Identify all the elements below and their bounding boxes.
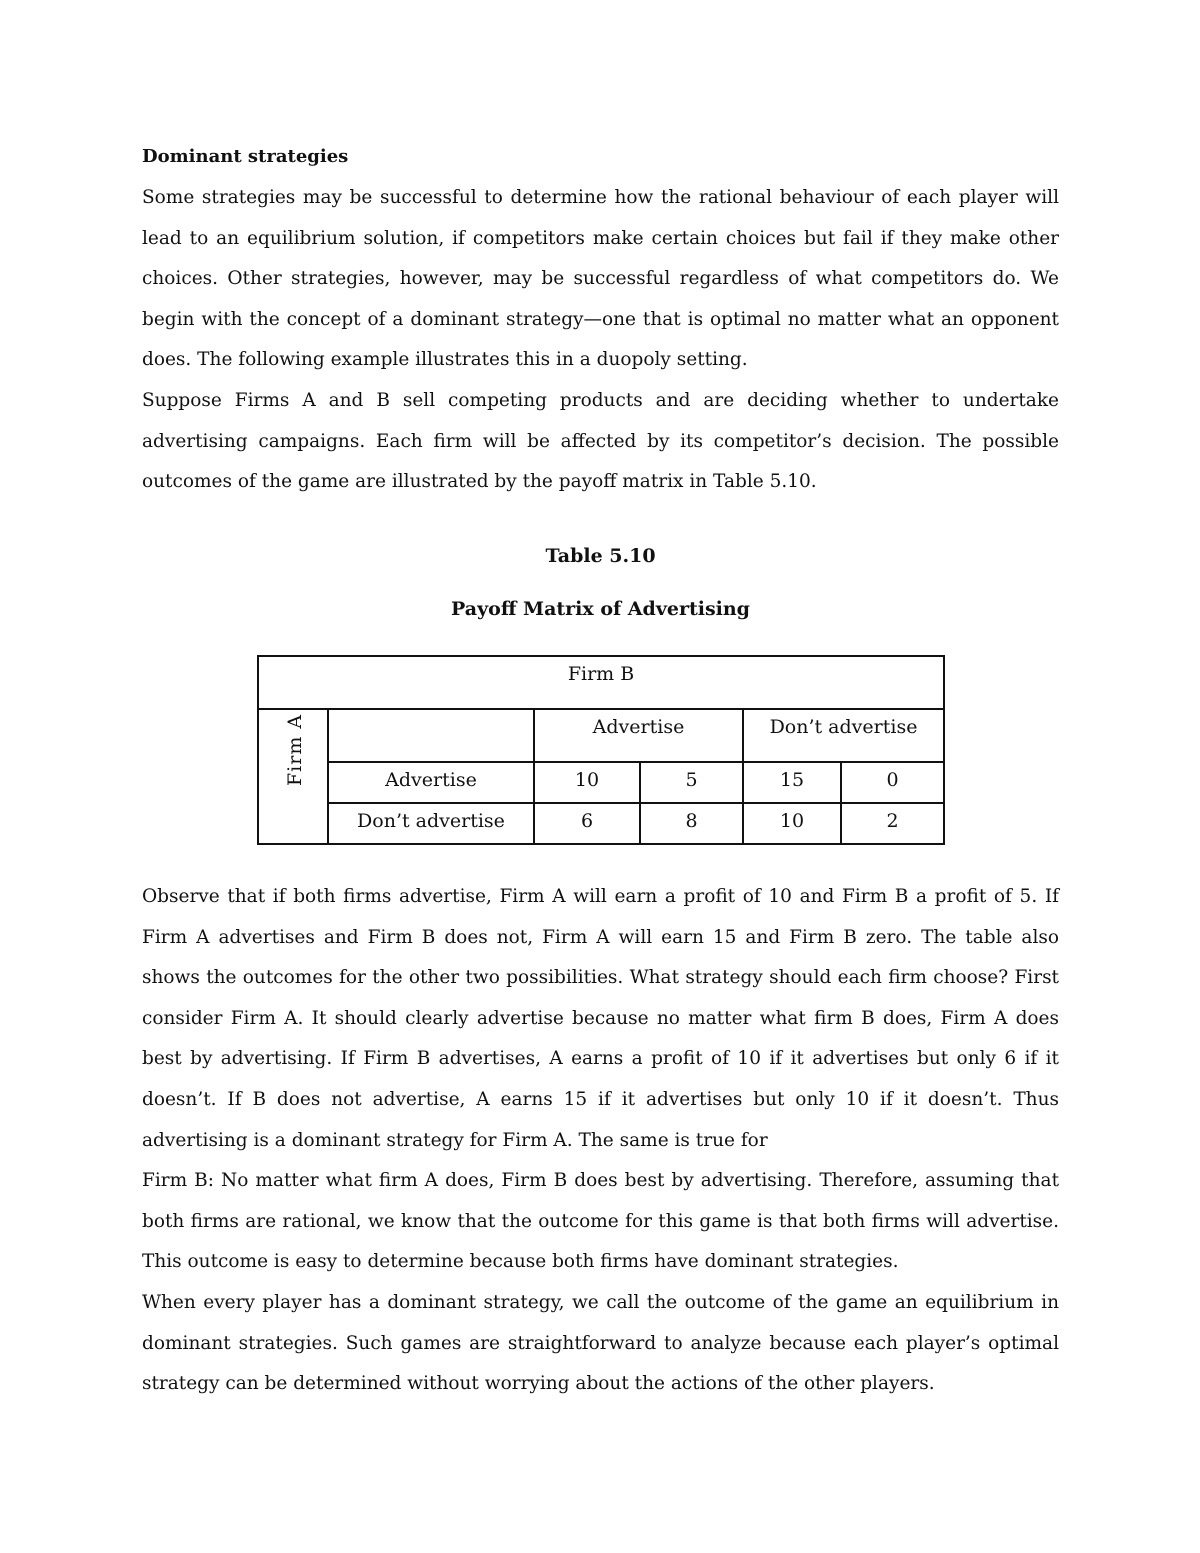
col-strategy-advertise: Advertise — [534, 709, 743, 762]
payoff-cell: 10 — [743, 803, 841, 844]
paragraph-intro: Some strategies may be successful to determine how the rational behaviour of each player will lead to an equilibrium solution, if competitors make certain choices but fail if they make other choices. Other strategies, however, may be successful regardless of what competitors do. We begin with the concept of a dominant strategy—one that is optimal no matter what an opponent does. The following example illustrates this in a duopoly setting. — [142, 187, 1059, 371]
paragraph-firm-b: Firm B: No matter what firm A does, Firm B does best by advertising. Therefore, assuming that both firms are rational, we know that the outcome for this game is that both firms will advertise. This outcome is easy to determine because both firms have dominant strategies. — [142, 1170, 1059, 1273]
col-strategy-dont-advertise: Don’t advertise — [743, 709, 944, 762]
payoff-matrix-table — [257, 655, 945, 845]
table-number: Table 5.10 — [545, 544, 656, 567]
table-title: Payoff Matrix of Advertising — [451, 597, 750, 620]
paragraph-conclusion: When every player has a dominant strategy, we call the outcome of the game an equilibrium in dominant strategies. Such games are straightforward to analyze because each player’s optimal strategy can be determined without worrying about the actions of the other players. — [142, 1291, 1059, 1395]
payoff-cell: 0 — [841, 762, 944, 803]
analysis-text — [142, 877, 1059, 1405]
row-strategy-advertise: Advertise — [328, 762, 534, 803]
payoff-cell: 10 — [534, 762, 640, 803]
payoff-cell: 15 — [743, 762, 841, 803]
payoff-cell: 8 — [640, 803, 743, 844]
payoff-cell: 5 — [640, 762, 743, 803]
firm-a-header-cell — [258, 709, 328, 844]
paragraph-analysis: Observe that if both firms advertise, Firm A will earn a profit of 10 and Firm B a profit of 5. If Firm A advertises and Firm B does not, Firm A will earn 15 and Firm B zero. The table also shows the outcomes for the other two possibilities. What strategy should each firm choose? First consider Firm A. It should clearly advertise because no matter what firm B does, Firm A does best by advertising. If Firm B advertises, A earns a profit of 10 if it advertises but only 6 if it doesn’t. If B does not advertise, A earns 15 if it advertises but only 10 if it doesn’t. Thus advertising is a dominant strategy for Firm A. The same is true for — [142, 886, 1059, 1151]
firm-b-header: Firm B — [258, 656, 944, 709]
firm-a-label: Firm A — [284, 714, 306, 787]
payoff-cell: 2 — [841, 803, 944, 844]
document-page — [142, 143, 1059, 1395]
payoff-cell: 6 — [534, 803, 640, 844]
empty-corner-cell — [328, 709, 534, 762]
row-strategy-dont-advertise: Don’t advertise — [328, 803, 534, 844]
paragraph-setup: Suppose Firms A and B sell competing products and are deciding whether to undertake advertising campaigns. Each firm will be affected by its competitor’s decision. The possible outcomes of the game are illustrated by the payoff matrix in Table 5.10. — [142, 389, 1059, 493]
section-heading: Dominant strategies — [142, 146, 349, 167]
